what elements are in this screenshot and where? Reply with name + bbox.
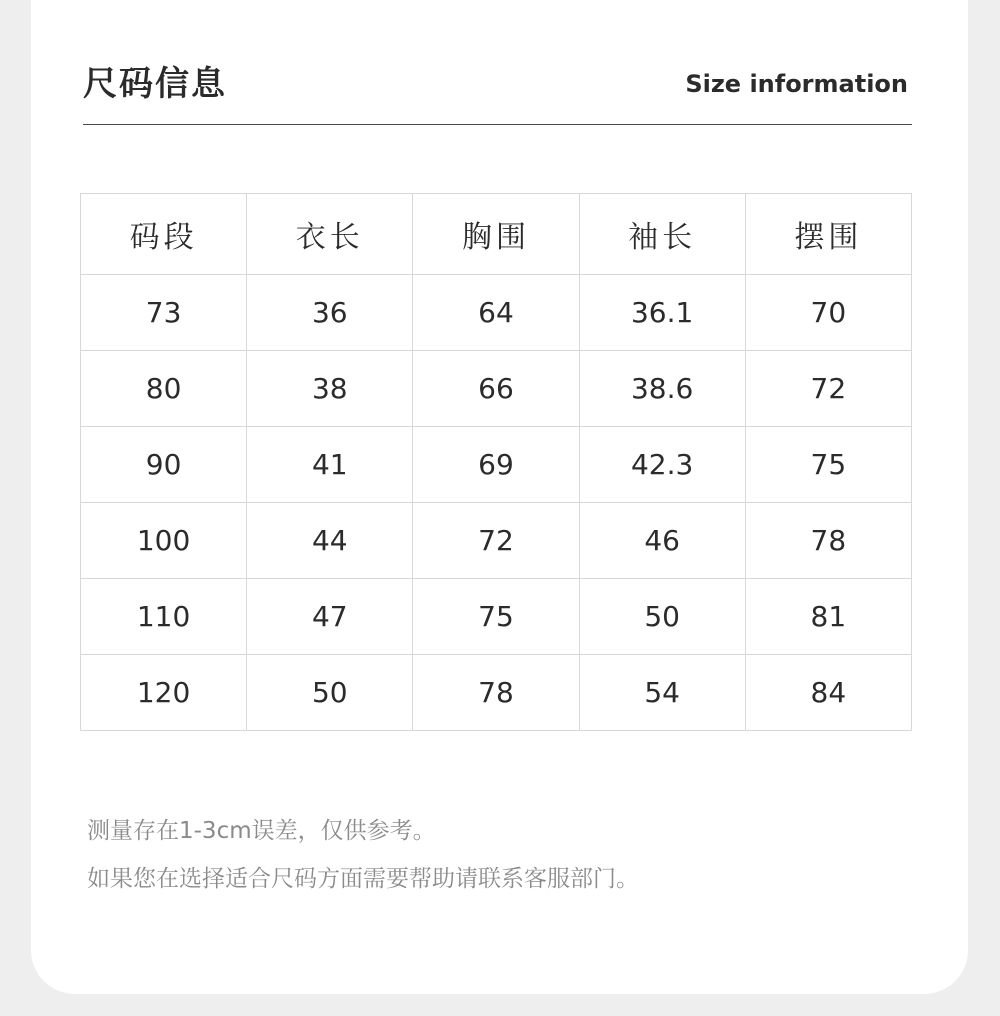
table-cell: 47 (247, 579, 413, 655)
table-cell: 73 (81, 275, 247, 351)
table-cell: 36 (247, 275, 413, 351)
table-cell: 75 (413, 579, 579, 655)
section-header (83, 52, 912, 125)
column-header-sleeve: 袖长 (579, 194, 745, 275)
table-cell: 100 (81, 503, 247, 579)
table-cell: 36.1 (579, 275, 745, 351)
table-row (81, 351, 912, 427)
table-cell: 50 (579, 579, 745, 655)
table-cell: 41 (247, 427, 413, 503)
table-row (81, 275, 912, 351)
table-cell: 69 (413, 427, 579, 503)
table-row (81, 503, 912, 579)
table-cell: 64 (413, 275, 579, 351)
table-cell: 120 (81, 655, 247, 731)
table-cell: 66 (413, 351, 579, 427)
table-cell: 80 (81, 351, 247, 427)
table-cell: 78 (413, 655, 579, 731)
table-header-row (81, 194, 912, 275)
table-cell: 50 (247, 655, 413, 731)
table-cell: 42.3 (579, 427, 745, 503)
table-cell: 38 (247, 351, 413, 427)
table-cell: 84 (745, 655, 911, 731)
column-header-size: 码段 (81, 194, 247, 275)
table-cell: 54 (579, 655, 745, 731)
column-header-hem: 摆围 (745, 194, 911, 275)
size-table (80, 193, 912, 731)
column-header-length: 衣长 (247, 194, 413, 275)
table-cell: 70 (745, 275, 911, 351)
help-note: 如果您在选择适合尺码方面需要帮助请联系客服部门。 (87, 866, 639, 892)
column-header-chest: 胸围 (413, 194, 579, 275)
table-cell: 72 (413, 503, 579, 579)
table-row (81, 427, 912, 503)
table-cell: 75 (745, 427, 911, 503)
page-title: 尺码信息 (83, 64, 227, 104)
table-cell: 44 (247, 503, 413, 579)
page-subtitle: Size information (685, 70, 908, 98)
table-row (81, 655, 912, 731)
table-cell: 46 (579, 503, 745, 579)
table-cell: 110 (81, 579, 247, 655)
table-cell: 78 (745, 503, 911, 579)
table-cell: 90 (81, 427, 247, 503)
measurement-note: 测量存在1-3cm误差，仅供参考。 (87, 818, 436, 844)
table-cell: 81 (745, 579, 911, 655)
notes (87, 812, 639, 908)
table-cell: 72 (745, 351, 911, 427)
table-cell: 38.6 (579, 351, 745, 427)
table-row (81, 579, 912, 655)
